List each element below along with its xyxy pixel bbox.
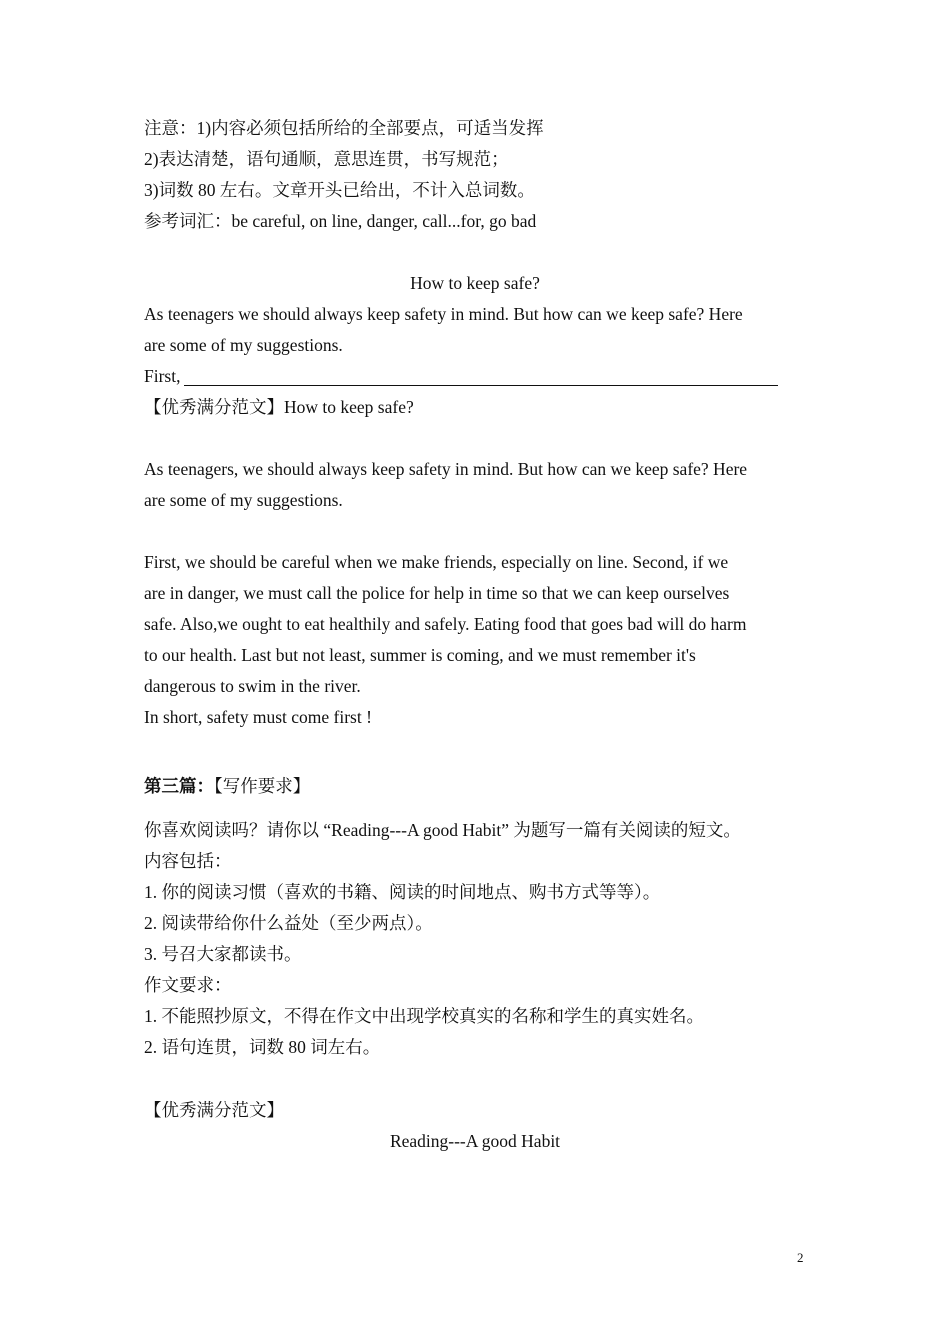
note-line-2: 2)表达清楚，语句通顺，意思连贯，书写规范； <box>144 149 509 169</box>
answer-blank[interactable] <box>184 365 778 386</box>
task3-requirement-2: 2. 语句连贯，词数 80 词左右。 <box>144 1037 381 1057</box>
first-label: First, <box>144 366 181 386</box>
task3-item-1: 1. 你的阅读习惯（喜欢的书籍、阅读的时间地点、购书方式等等）。 <box>144 882 661 902</box>
task3-item-3: 3. 号召大家都读书。 <box>144 944 302 964</box>
model-essay-heading: 【优秀满分范文】How to keep safe? <box>144 397 414 417</box>
essay-title: How to keep safe? <box>410 273 540 293</box>
essay-first-line <box>144 361 778 392</box>
note-line-1: 注意：1)内容必须包括所给的全部要点，可适当发挥 <box>144 118 544 138</box>
model-p3: In short, safety must come first ! <box>144 707 372 727</box>
task3-content-label: 内容包括： <box>144 851 232 871</box>
model-p1-line-2: are some of my suggestions. <box>144 490 343 510</box>
task3-requirements-label: 作文要求： <box>144 975 232 995</box>
task3-model-title: Reading---A good Habit <box>389 1131 561 1151</box>
model-p2-line-5: dangerous to swim in the river. <box>144 676 361 696</box>
model-p1-line-1: As teenagers, we should always keep safety in mind. But how can we keep safe? Here <box>144 459 748 479</box>
model-p2-line-4: to our health. Last but not least, summer is coming, and we must remember it's <box>144 645 696 665</box>
model-p2-line-3: safe. Also,we ought to eat healthily and safely. Eating food that goes bad will do harm <box>144 614 747 634</box>
model-p2-line-2: are in danger, we must call the police for help in time so that we can keep ourselves <box>144 583 730 603</box>
task3-model-label: 【优秀满分范文】 <box>144 1100 284 1120</box>
section-heading <box>144 771 310 802</box>
essay-intro-line-1: As teenagers we should always keep safety in mind. But how can we keep safe? Here <box>144 304 743 324</box>
note-line-4-vocabulary: 参考词汇：be careful, on line, danger, call...for, go bad <box>144 211 537 231</box>
essay-intro-line-2: are some of my suggestions. <box>144 335 343 355</box>
task3-requirement-1: 1. 不能照抄原文，不得在作文中出现学校真实的名称和学生的真实姓名。 <box>144 1006 704 1026</box>
task3-prompt: 你喜欢阅读吗？请你以 “Reading---A good Habit” 为题写一篇有关阅读的短文。 <box>144 820 741 840</box>
model-p2-line-1: First, we should be careful when we make friends, especially on line. Second, if we <box>144 552 729 572</box>
note-line-3: 3)词数 80 左右。文章开头已给出，不计入总词数。 <box>144 180 535 200</box>
section-requirements-label: 【写作要求】 <box>214 776 311 796</box>
section-number: 第三篇： <box>144 776 214 796</box>
page-number: 2 <box>797 1250 804 1265</box>
task3-item-2: 2. 阅读带给你什么益处（至少两点）。 <box>144 913 433 933</box>
